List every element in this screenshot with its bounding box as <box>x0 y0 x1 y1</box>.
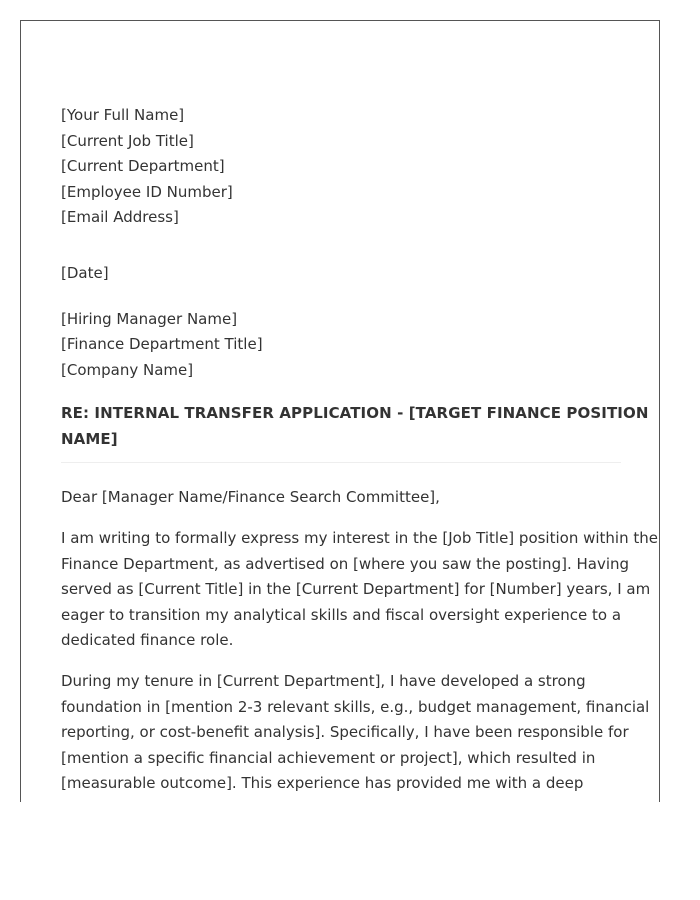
letter-page <box>20 20 660 802</box>
letter-content <box>61 103 658 797</box>
paragraph-line: eager to transition my analytical skills and fiscal oversight experience to a <box>61 605 622 624</box>
sender-full-name: [Your Full Name] <box>61 106 185 124</box>
paragraph-line: I am writing to formally express my interest in the [Job Title] position within the <box>61 528 658 547</box>
paragraph-line: [mention a specific financial achievement or project], which resulted in <box>61 748 596 767</box>
subject-line-2: NAME] <box>61 430 118 449</box>
paragraph-line: served as [Current Title] in the [Current Department] for [Number] years, I am <box>61 580 651 599</box>
letter-date: [Date] <box>61 263 109 282</box>
subject-line <box>61 400 649 463</box>
salutation-text: Dear [Manager Name/Finance Search Committee], <box>61 488 440 507</box>
subject-line-1: RE: INTERNAL TRANSFER APPLICATION - [TARGET FINANCE POSITION <box>61 404 649 423</box>
salutation <box>61 485 621 511</box>
sender-email: [Email Address] <box>61 208 179 227</box>
paragraph-line: foundation in [mention 2-3 relevant skills, e.g., budget management, financial <box>61 697 650 716</box>
recipient-company-name: [Company Name] <box>61 360 194 379</box>
recipient-department-title: [Finance Department Title] <box>61 335 263 354</box>
date-block <box>61 261 621 287</box>
sender-block <box>61 103 621 231</box>
paragraph-line: dedicated finance role. <box>61 631 234 650</box>
paragraph-line: During my tenure in [Current Department], I have developed a strong <box>61 671 586 690</box>
sender-department: [Current Department] <box>61 157 225 176</box>
paragraph-line: [measurable outcome]. This experience has provided me with a deep <box>61 774 584 793</box>
body-paragraph-1 <box>61 526 658 654</box>
body-paragraph-2 <box>61 669 650 797</box>
sender-employee-id: [Employee ID Number] <box>61 182 233 201</box>
sender-job-title: [Current Job Title] <box>61 131 194 150</box>
paragraph-line: reporting, or cost-benefit analysis]. Specifically, I have been responsible for <box>61 723 629 742</box>
recipient-block <box>61 307 621 384</box>
paragraph-line: Finance Department, as advertised on [where you saw the posting]. Having <box>61 554 630 573</box>
recipient-manager-name: [Hiring Manager Name] <box>61 309 238 328</box>
